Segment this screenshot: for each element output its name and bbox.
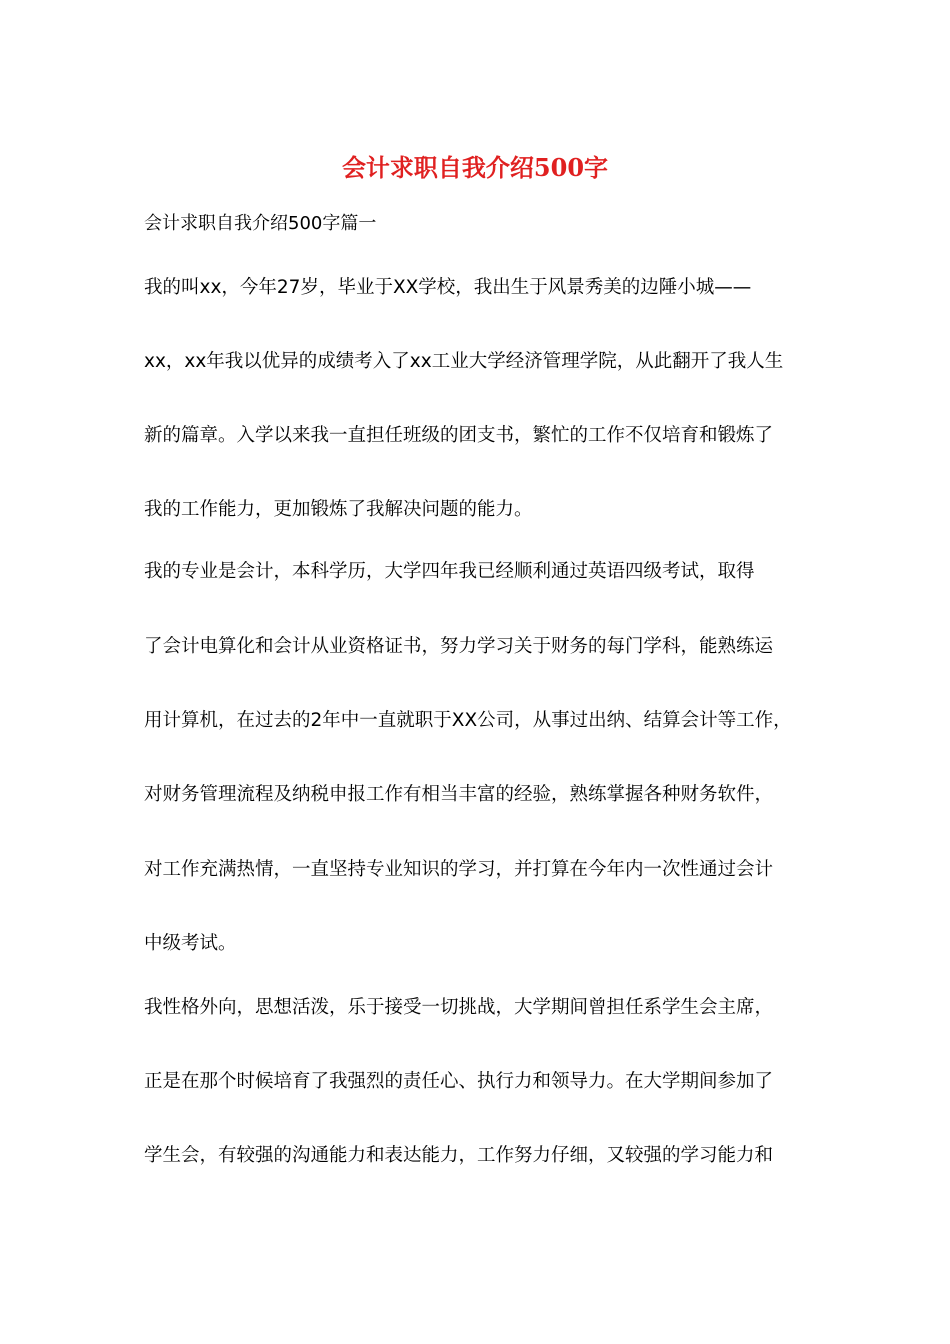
section-heading: 会计求职自我介绍500字篇一 <box>144 213 377 234</box>
body-line: 我性格外向，思想活泼，乐于接受一切挑战，大学期间曾担任系学生会主席， <box>144 997 774 1018</box>
body-line: 中级考试。 <box>144 933 237 954</box>
body-line: 用计算机，在过去的2年中一直就职于XX公司，从事过出纳、结算会计等工作， <box>144 710 792 731</box>
body-line: 我的专业是会计，本科学历，大学四年我已经顺利通过英语四级考试，取得 <box>144 561 755 582</box>
body-line: 我的工作能力，更加锻炼了我解决问题的能力。 <box>144 499 533 520</box>
document-title: 会计求职自我介绍500字 <box>341 153 609 182</box>
body-line: 了会计电算化和会计从业资格证书，努力学习关于财务的每门学科，能熟练运 <box>144 636 774 657</box>
body-line: 学生会，有较强的沟通能力和表达能力，工作努力仔细，又较强的学习能力和 <box>144 1145 774 1166</box>
body-line: xx，xx年我以优异的成绩考入了xx工业大学经济管理学院，从此翻开了我人生 <box>144 351 784 372</box>
body-line: 对财务管理流程及纳税申报工作有相当丰富的经验，熟练掌握各种财务软件， <box>144 784 774 805</box>
body-line: 我的叫xx，今年27岁，毕业于XX学校，我出生于风景秀美的边陲小城—— <box>144 277 752 298</box>
body-line: 正是在那个时候培育了我强烈的责任心、执行力和领导力。在大学期间参加了 <box>144 1071 774 1092</box>
body-line: 对工作充满热情，一直坚持专业知识的学习，并打算在今年内一次性通过会计 <box>144 859 774 880</box>
body-line: 新的篇章。入学以来我一直担任班级的团支书，繁忙的工作不仅培育和锻炼了 <box>144 425 774 446</box>
